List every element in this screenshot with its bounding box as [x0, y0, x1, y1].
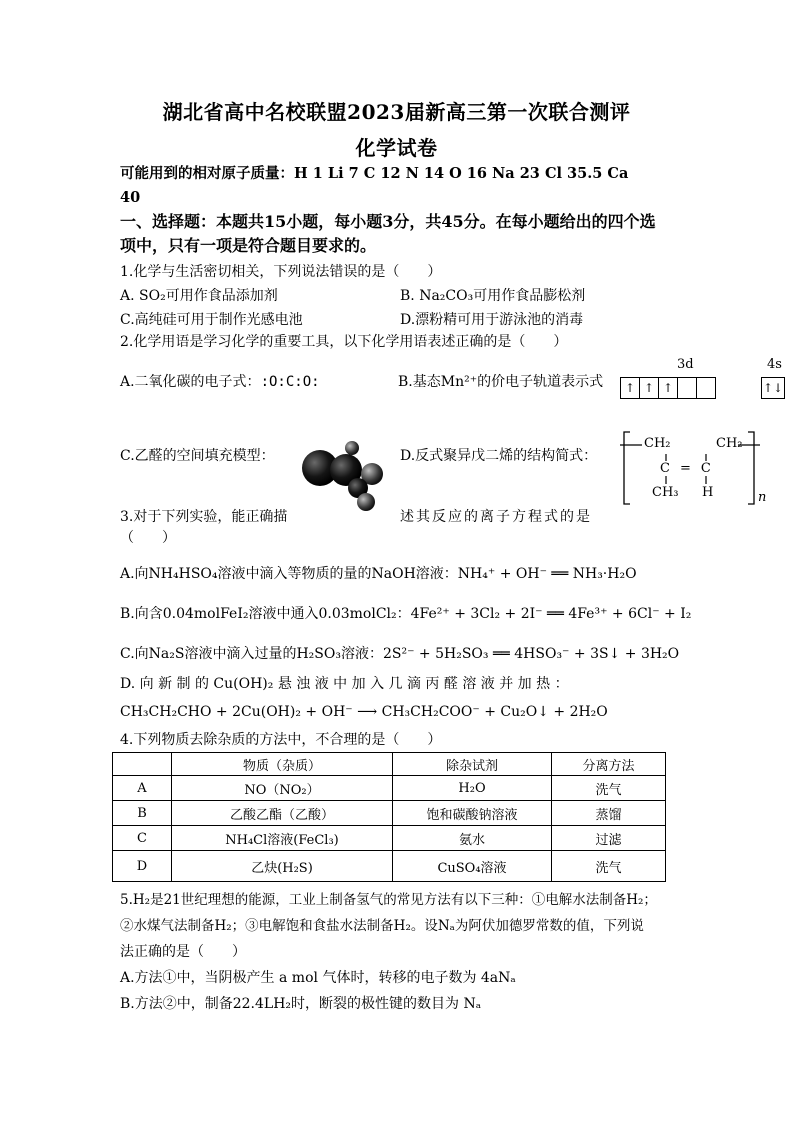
- table-header-row: [113, 753, 666, 776]
- orbital-3d-label: 3d: [677, 357, 694, 372]
- table-row: [113, 776, 666, 801]
- table-header-cell: [113, 753, 172, 776]
- polymer-ch2-right: CH₂: [716, 436, 743, 451]
- exam-subtitle: 化学试卷: [355, 136, 438, 160]
- q5-stem-line1: 5.H₂是21世纪理想的能源，工业上制备氢气的常见方法有以下三种：①电解水法制备H₂；: [120, 892, 657, 908]
- polymer-h: H: [702, 485, 714, 500]
- q3-stem-a: 3.对于下列实验，能正确描: [120, 509, 288, 525]
- table-cell: CuSO₄溶液: [393, 851, 552, 882]
- table-cell: 蒸馏: [552, 801, 666, 826]
- table-cell: A: [113, 776, 172, 801]
- polymer-ch2-left: CH₂: [644, 436, 671, 451]
- impurity-removal-table: [112, 752, 666, 882]
- table-cell: 乙酸乙酯（乙酸）: [172, 801, 393, 826]
- section1-instructions-line1: 一、选择题：本题共15小题，每小题3分，共45分。在每小题给出的四个选: [120, 212, 656, 231]
- q2-option-b: B.基态Mn²⁺的价电子轨道表示式: [398, 374, 604, 390]
- q2-option-c: C.乙醛的空间填充模型：: [120, 448, 275, 464]
- section1-instructions-line2: 项中，只有一项是符合题目要求的。: [120, 236, 377, 255]
- polymer-double-bond: C=C: [660, 461, 721, 476]
- orbital-3d-cell: ↑: [621, 378, 640, 398]
- q3-option-b: B.向含0.04molFeI₂溶液中通入0.03molCl₂：4Fe²⁺ + 3Cl₂ + 2I⁻ ══ 4Fe³⁺ + 6Cl⁻ + I₂: [120, 606, 692, 622]
- atomic-masses-line1: 可能用到的相对原子质量：H 1 Li 7 C 12 N 14 O 16 Na 23 Cl 35.5 Ca: [120, 165, 629, 182]
- orbital-4s-label: 4s: [767, 357, 782, 372]
- table-cell: NO（NO₂）: [172, 776, 393, 801]
- mn-orbital-diagram: [617, 357, 792, 407]
- co2-electron-formula: :O:C:O:: [260, 374, 320, 390]
- table-row: [113, 826, 666, 851]
- q1-option-d: D.漂粉精可用于游泳池的消毒: [400, 312, 584, 328]
- table-cell: B: [113, 801, 172, 826]
- orbital-3d-cell: ↑: [640, 378, 659, 398]
- table-cell: NH₄Cl溶液(FeCl₃): [172, 826, 393, 851]
- q5-option-b: B.方法②中，制备22.4LH₂时，断裂的极性键的数目为 Nₐ: [120, 996, 482, 1012]
- orbital-4s-box: [761, 377, 785, 399]
- orbital-3d-boxes: [620, 377, 716, 399]
- table-cell: 乙炔(H₂S): [172, 851, 393, 882]
- table-header-cell: 分离方法: [552, 753, 666, 776]
- q3-option-a: A.向NH₄HSO₄溶液中滴入等物质的量的NaOH溶液：NH₄⁺ + OH⁻ ══ NH₃·H₂O: [120, 566, 637, 582]
- orbital-4s-cell: ↑↓: [762, 381, 784, 395]
- table-cell: 过滤: [552, 826, 666, 851]
- q4-stem: 4.下列物质去除杂质的方法中，不合理的是（ ）: [120, 732, 442, 748]
- q3-option-d-line1: D. 向 新 制 的 Cu(OH)₂ 悬 浊 液 中 加 入 几 滴 丙 醛 溶 液 并 加 热 ：: [120, 676, 569, 692]
- table-row: [113, 801, 666, 826]
- atomic-masses-line2: 40: [120, 189, 141, 206]
- q2-option-a-label: A.二氧化碳的电子式：: [120, 374, 261, 390]
- q3-option-c: C.向Na₂S溶液中滴入过量的H₂SO₃溶液：2S²⁻ + 5H₂SO₃ ══ 4HSO₃⁻ + 3S↓ + 3H₂O: [120, 646, 680, 662]
- q3-stem-c: （ ）: [120, 530, 176, 546]
- q2-stem: 2.化学用语是学习化学的重要工具，以下化学用语表述正确的是（ ）: [120, 334, 568, 350]
- table-cell: C: [113, 826, 172, 851]
- orbital-3d-cell: ↑: [659, 378, 678, 398]
- q1-option-c: C.高纯硅可用于制作光感电池: [120, 312, 303, 328]
- q1-stem: 1.化学与生活密切相关，下列说法错误的是（ ）: [120, 264, 442, 280]
- polymer-n: n: [758, 490, 767, 505]
- table-header-cell: 物质（杂质）: [172, 753, 393, 776]
- q2-option-a: [120, 372, 320, 392]
- table-cell: 饱和碳酸钠溶液: [393, 801, 552, 826]
- orbital-3d-cell: [678, 378, 697, 398]
- q3-option-d-line2: CH₃CH₂CHO + 2Cu(OH)₂ + OH⁻ ⟶ CH₃CH₂COO⁻ + Cu₂O↓ + 2H₂O: [120, 704, 608, 720]
- trans-polyisoprene-structure: [620, 428, 770, 508]
- q3-stem-b: 述其反应的离子方程式的是: [400, 509, 592, 525]
- table-cell: H₂O: [393, 776, 552, 801]
- q1-option-a: A. SO₂可用作食品添加剂: [120, 288, 278, 304]
- table-header-cell: 除杂试剂: [393, 753, 552, 776]
- acetaldehyde-space-filling-model: [300, 440, 394, 520]
- table-cell: 洗气: [552, 851, 666, 882]
- table-cell: 洗气: [552, 776, 666, 801]
- q5-stem-line2: ②水煤气法制备H₂；③电解饱和食盐水法制备H₂。设Nₐ为阿伏加德罗常数的值，下列说: [120, 918, 644, 934]
- table-cell: D: [113, 851, 172, 882]
- q5-stem-line3: 法正确的是（ ）: [120, 944, 246, 960]
- q2-option-d: D.反式聚异戊二烯的结构简式：: [400, 448, 598, 464]
- table-cell: 氨水: [393, 826, 552, 851]
- exam-title: 湖北省高中名校联盟2023届新高三第一次联合测评: [162, 100, 631, 124]
- q5-option-a: A.方法①中，当阴极产生 a mol 气体时，转移的电子数为 4aNₐ: [120, 970, 516, 986]
- orbital-3d-cell: [697, 378, 715, 398]
- polymer-ch3: CH₃: [652, 485, 679, 500]
- q1-option-b: B. Na₂CO₃可用作食品膨松剂: [400, 288, 586, 304]
- table-row: [113, 851, 666, 882]
